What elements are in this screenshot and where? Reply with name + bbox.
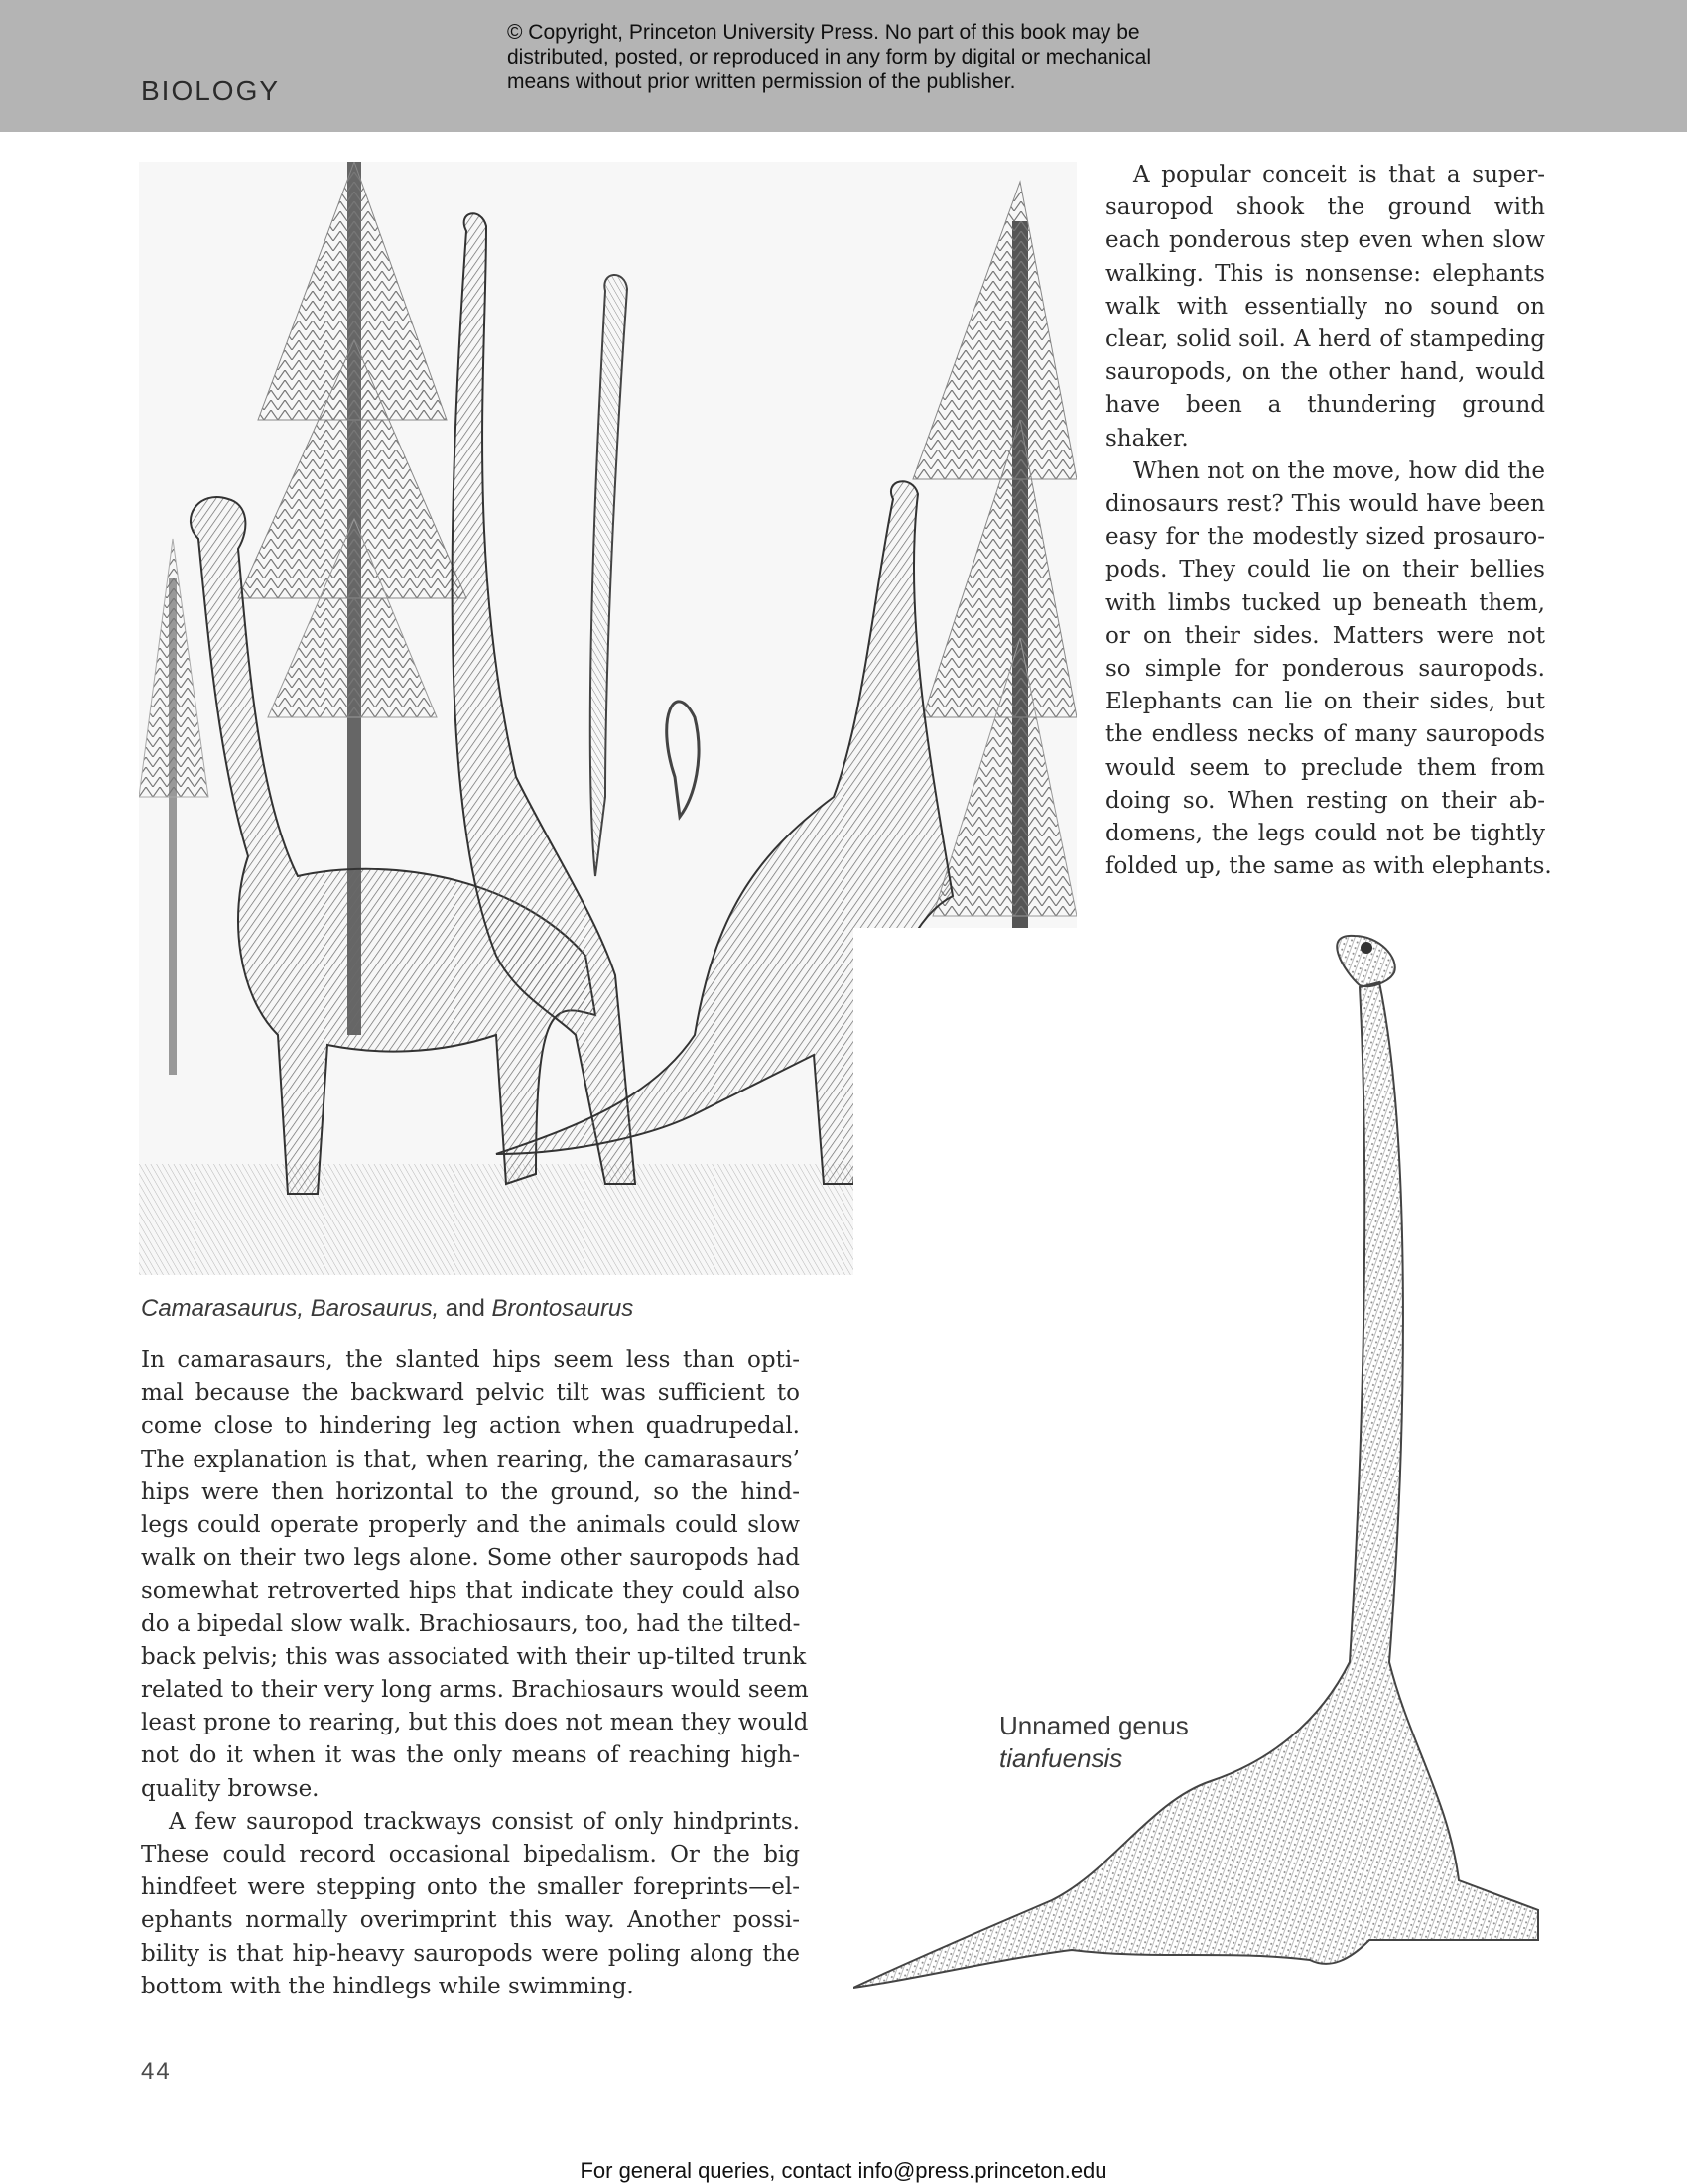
text-line: sauropod shook the ground with — [1105, 194, 1545, 221]
text-line: These could record occasional bipedalism. Or the big — [141, 1842, 800, 1868]
text-line: hips were then horizontal to the ground, so the hind- — [141, 1478, 800, 1505]
text-line: back pelvis; this was associated with their up-tilted trunk — [141, 1643, 807, 1670]
figure-caption-tianfuensis — [999, 1710, 1189, 1775]
text-line: related to their very long arms. Brachiosaurs would seem — [141, 1677, 809, 1704]
text-line: walking. This is nonsense: elephants — [1105, 260, 1545, 287]
text-line: doing so. When resting on their ab- — [1105, 787, 1545, 814]
text-line: hindfeet were stepping onto the smaller foreprints—el- — [141, 1874, 800, 1901]
text-line: A few sauropod trackways consist of only hindprints. — [169, 1808, 800, 1835]
copyright-line: means without prior written permission of the publisher. — [507, 70, 1016, 93]
copyright-line: © Copyright, Princeton University Press. No part of this book may be — [507, 21, 1140, 44]
page-number: 44 — [141, 2058, 172, 2085]
text-line: The explanation is that, when rearing, the camarasaurs’ — [141, 1446, 800, 1473]
text-line: walk with essentially no sound on — [1105, 293, 1545, 320]
text-line: come close to hindering leg action when quadrupedal. — [141, 1413, 800, 1440]
caption-genus-line: Unnamed genus — [999, 1711, 1189, 1740]
text-line: folded up, the same as with elephants. — [1105, 853, 1552, 880]
text-line: walk on their two legs alone. Some other sauropods had — [141, 1545, 800, 1572]
caption-conjunction: and — [439, 1295, 492, 1322]
text-line: legs could operate properly and the animals could slow — [141, 1512, 800, 1539]
paragraph-resting — [1105, 455, 1552, 884]
text-line: dinosaurs rest? This would have been — [1105, 491, 1545, 518]
paragraph-trackways — [141, 1806, 800, 2003]
figure-caption-sauropods — [141, 1295, 633, 1323]
text-line: pods. They could lie on their bellies — [1105, 557, 1545, 583]
text-line: or on their sides. Matters were not — [1105, 622, 1545, 649]
left-column-text — [141, 1345, 809, 2003]
text-line: shaker. — [1105, 425, 1189, 451]
caption-genus-names: Camarasaurus, Barosaurus, — [141, 1295, 440, 1322]
text-line: mal because the backward pelvic tilt was sufficient to — [141, 1380, 800, 1407]
text-line: ephants normally overimprint this way. Another possi- — [141, 1907, 800, 1934]
text-line: would seem to preclude them from — [1105, 754, 1545, 781]
text-line: somewhat retroverted hips that indicate they could also — [141, 1578, 800, 1605]
text-line: the endless necks of many sauropods — [1105, 721, 1545, 748]
resting-sauropod-illustration — [853, 928, 1548, 2004]
section-label: BIOLOGY — [141, 75, 281, 106]
text-line: A popular conceit is that a super- — [1133, 162, 1545, 188]
text-line: When not on the move, how did the — [1133, 457, 1545, 484]
text-line: not do it when it was the only means of reaching high- — [141, 1742, 800, 1769]
text-line: bility is that hip-heavy sauropods were poling along the — [141, 1940, 800, 1967]
paragraph-ground-shaking — [1105, 159, 1545, 455]
copyright-notice — [507, 20, 1202, 94]
text-line: bottom with the hindlegs while swimming. — [141, 1973, 634, 1999]
text-line: each ponderous step even when slow — [1105, 227, 1545, 254]
text-line: so simple for ponderous sauropods. — [1105, 656, 1545, 683]
text-line: easy for the modestly sized prosauro- — [1105, 524, 1545, 551]
footer-contact: For general queries, contact info@press.princeton.edu — [580, 2158, 1107, 2183]
right-column-text — [1105, 159, 1552, 883]
text-line: clear, solid soil. A herd of stampeding — [1105, 326, 1545, 353]
copyright-line: distributed, posted, or reproduced in any form by digital or mechanical — [507, 46, 1152, 68]
text-line: least prone to rearing, but this does not mean they would — [141, 1710, 809, 1736]
caption-species-line: tianfuensis — [999, 1743, 1123, 1773]
eye-detail — [1361, 942, 1372, 954]
text-line: with limbs tucked up beneath them, — [1105, 589, 1545, 616]
paragraph-camarasaur-hips — [141, 1345, 809, 1806]
text-line: quality browse. — [141, 1775, 320, 1802]
text-line: In camarasaurs, the slanted hips seem less than opti- — [141, 1348, 800, 1373]
text-line: Elephants can lie on their sides, but — [1105, 689, 1545, 715]
caption-genus-name: Brontosaurus — [491, 1295, 634, 1322]
resting-sauropod-drawing — [853, 928, 1548, 2004]
text-line: sauropods, on the other hand, would — [1105, 359, 1545, 386]
text-line: have been a thundering ground — [1105, 392, 1545, 419]
text-line: domens, the legs could not be tightly — [1105, 821, 1545, 847]
text-line: do a bipedal slow walk. Brachiosaurs, too, had the tilted- — [141, 1610, 801, 1637]
